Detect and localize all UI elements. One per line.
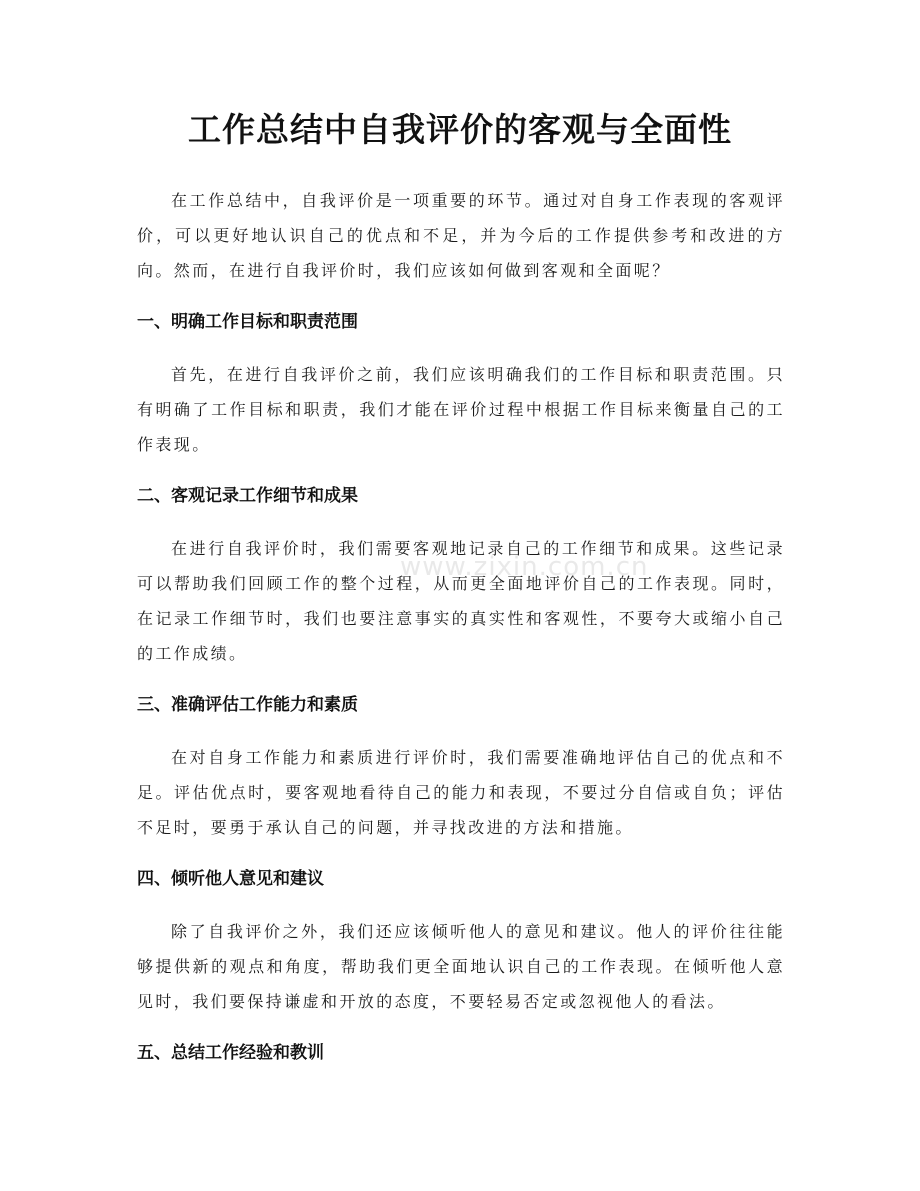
section-paragraph: 在进行自我评价时，我们需要客观地记录自己的工作细节和成果。这些记录可以帮助我们回顾工作的整个过程，从而更全面地评价自己的工作表现。同时，在记录工作细节时，我们也要注意事实的真实性和客观性，不要夸大或缩小自己的工作成绩。: [137, 539, 785, 663]
section-2: [137, 479, 785, 671]
document-body: [137, 183, 785, 1088]
section-paragraph: 除了自我评价之外，我们还应该倾听他人的意见和建议。他人的评价往往能够提供新的观点和角度，帮助我们更全面地认识自己的工作表现。在倾听他人意见时，我们要保持谦虚和开放的态度，不要轻易否定或忽视他人的看法。: [137, 922, 785, 1011]
section-3: [137, 688, 785, 845]
section-paragraph: 首先，在进行自我评价之前，我们应该明确我们的工作目标和职责范围。只有明确了工作目标和职责，我们才能在评价过程中根据工作目标来衡量自己的工作表现。: [137, 365, 785, 454]
section-heading: 三、准确评估工作能力和素质: [137, 695, 358, 715]
section-heading: 二、客观记录工作细节和成果: [137, 486, 358, 506]
section-heading: 一、明确工作目标和职责范围: [137, 312, 358, 332]
watermark: www.zixin.com.cn: [400, 552, 649, 582]
section-1: [137, 305, 785, 462]
section-4: [137, 862, 785, 1019]
section-paragraph: 在对自身工作能力和素质进行评价时，我们需要准确地评估自己的优点和不足。评估优点时，要客观地看待自己的能力和表现，不要过分自信或自负；评估不足时，要勇于承认自己的问题，并寻找改进的方法和措施。: [137, 748, 785, 837]
section-heading: 五、总结工作经验和教训: [137, 1043, 324, 1063]
intro-paragraph: 在工作总结中，自我评价是一项重要的环节。通过对自身工作表现的客观评价，可以更好地认识自己的优点和不足，并为今后的工作提供参考和改进的方向。然而，在进行自我评价时，我们应该如何做到客观和全面呢？: [137, 191, 785, 280]
section-heading: 四、倾听他人意见和建议: [137, 869, 324, 889]
page-title: 工作总结中自我评价的客观与全面性: [188, 110, 732, 149]
section-5: [137, 1036, 785, 1071]
